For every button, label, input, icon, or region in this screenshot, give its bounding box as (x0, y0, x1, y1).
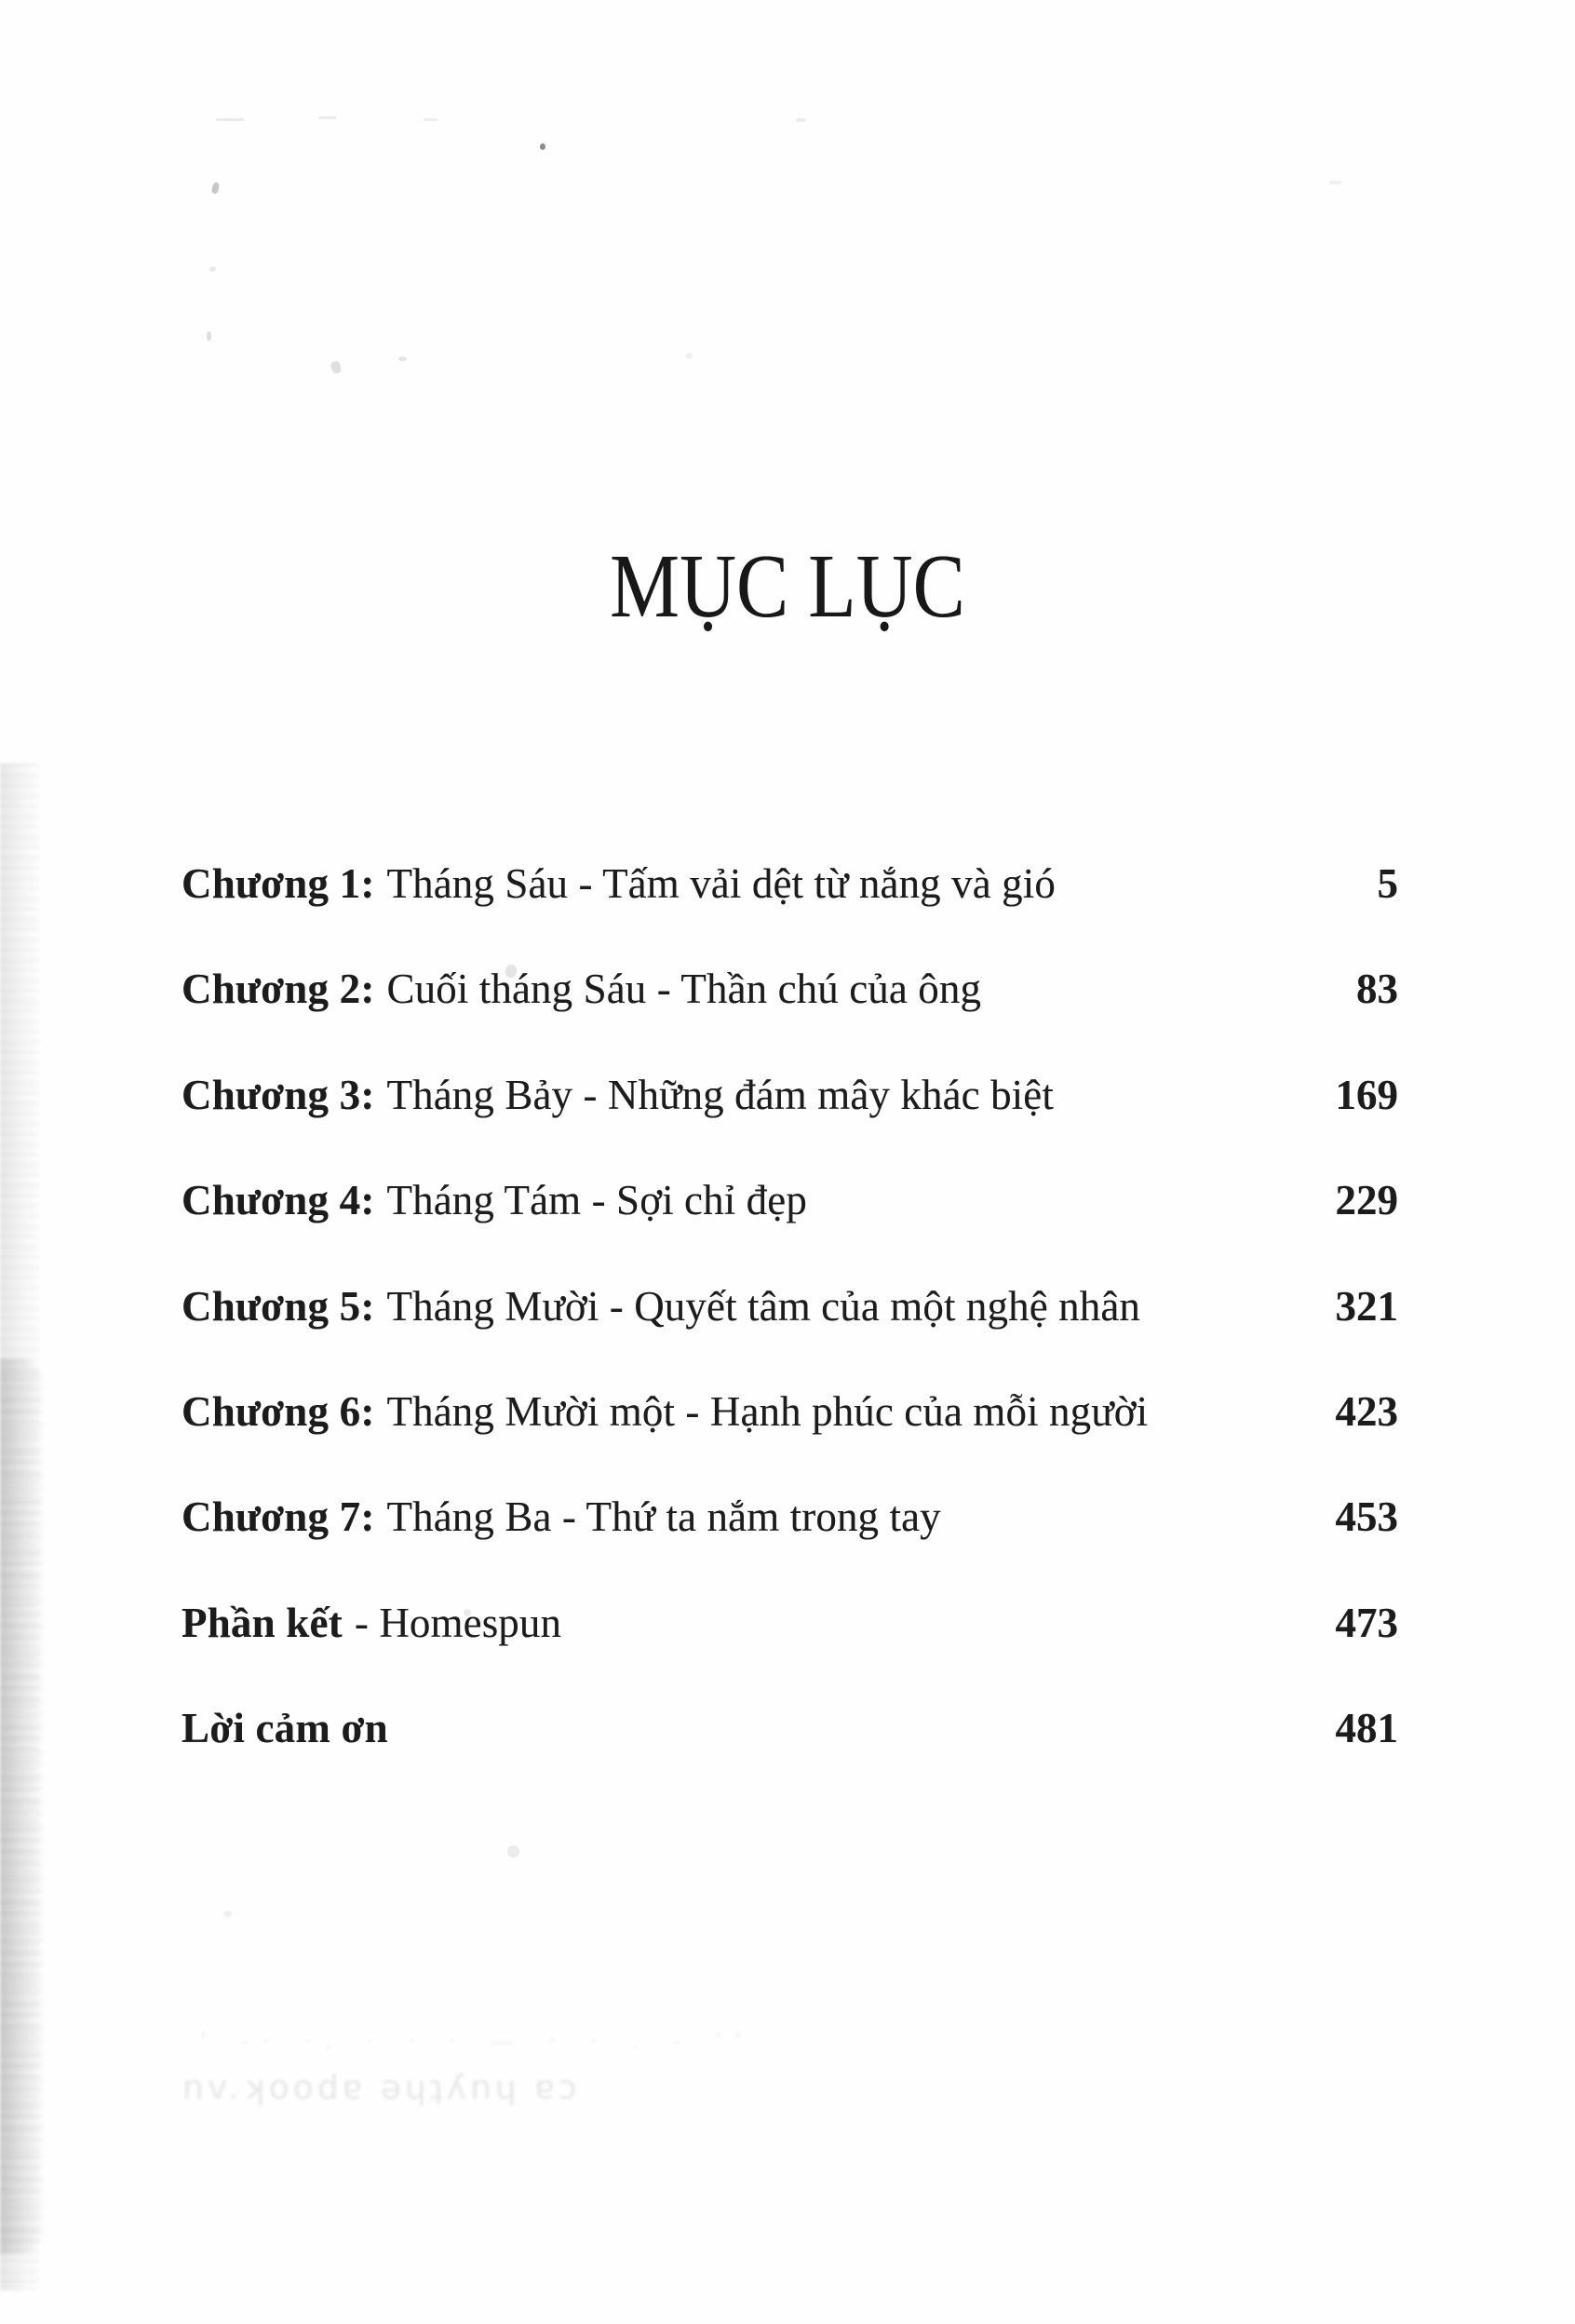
chapter-label: Chương 2: (182, 966, 375, 1013)
page-number: 423 (1335, 1387, 1398, 1435)
scan-speck (211, 182, 221, 194)
scan-speck (796, 118, 806, 122)
page-number: 453 (1335, 1493, 1398, 1541)
chapter-title: Tháng Mười một - Hạnh phúc của mỗi người (386, 1387, 1149, 1435)
page-number: 169 (1335, 1071, 1398, 1118)
chapter-label: Chương 1: (182, 860, 375, 907)
chapter-label: Chương 6: (182, 1387, 375, 1435)
page-number: 229 (1335, 1177, 1398, 1224)
toc-entry (182, 831, 1398, 937)
scan-speck (507, 1845, 519, 1858)
scan-speck (223, 1911, 232, 1917)
page-number: 481 (1335, 1705, 1398, 1752)
toc-entry (182, 1676, 1398, 1781)
toc-entry (182, 937, 1398, 1042)
page-number: 321 (1335, 1282, 1398, 1330)
chapter-title: Tháng Sáu - Tấm vải dệt từ nắng và gió (386, 860, 1056, 907)
chapter-title: Tháng Mười - Quyết tâm của một nghệ nhân (386, 1282, 1141, 1330)
chapter-label: Chương 5: (182, 1282, 375, 1330)
chapter-label: Phần kết (182, 1599, 343, 1646)
scan-speck (207, 331, 211, 341)
page-edge-shadow-strong (0, 1359, 43, 2253)
chapter-label: Chương 3: (182, 1071, 375, 1118)
chapter-title: Tháng Ba - Thứ ta nắm trong tay (386, 1493, 941, 1541)
scan-speck (216, 118, 244, 121)
bleedthrough-text: nv.ʞoodɐ ǝɥʇʎnɥ ɐɔ (182, 2069, 581, 2107)
toc-entry (182, 1148, 1398, 1253)
page-number: 473 (1335, 1599, 1398, 1646)
chapter-title: Tháng Tám - Sợi chỉ đẹp (386, 1177, 807, 1224)
toc-entry (182, 1254, 1398, 1359)
chapter-label: Lời cảm ơn (182, 1705, 388, 1752)
scan-speck (398, 357, 407, 361)
chapter-title: - Homespun (354, 1599, 562, 1646)
scan-speck (209, 266, 216, 272)
toc-entry (182, 1043, 1398, 1148)
toc-entry (182, 1359, 1398, 1465)
chapter-title: Tháng Bảy - Những đám mây khác biệt (386, 1071, 1054, 1118)
page-number: 5 (1377, 860, 1398, 907)
chapter-label: Chương 7: (182, 1493, 375, 1541)
page-title: MỤC LỤC (610, 536, 965, 637)
scan-speck (686, 353, 693, 358)
scan-speck (330, 360, 343, 375)
scan-speck (1329, 181, 1341, 184)
scan-speck (318, 116, 337, 119)
scan-speck (540, 143, 545, 150)
page-number: 83 (1356, 966, 1398, 1013)
chapter-title: Cuối tháng Sáu - Thần chú của ông (386, 966, 982, 1013)
toc-entry (182, 1571, 1398, 1676)
toc-list (182, 831, 1398, 1782)
toc-entry (182, 1465, 1398, 1570)
scan-speck (424, 118, 438, 121)
bleedthrough-text: ' -· ·. · · · — · · . - '' (200, 2028, 755, 2056)
chapter-label: Chương 4: (182, 1177, 375, 1224)
